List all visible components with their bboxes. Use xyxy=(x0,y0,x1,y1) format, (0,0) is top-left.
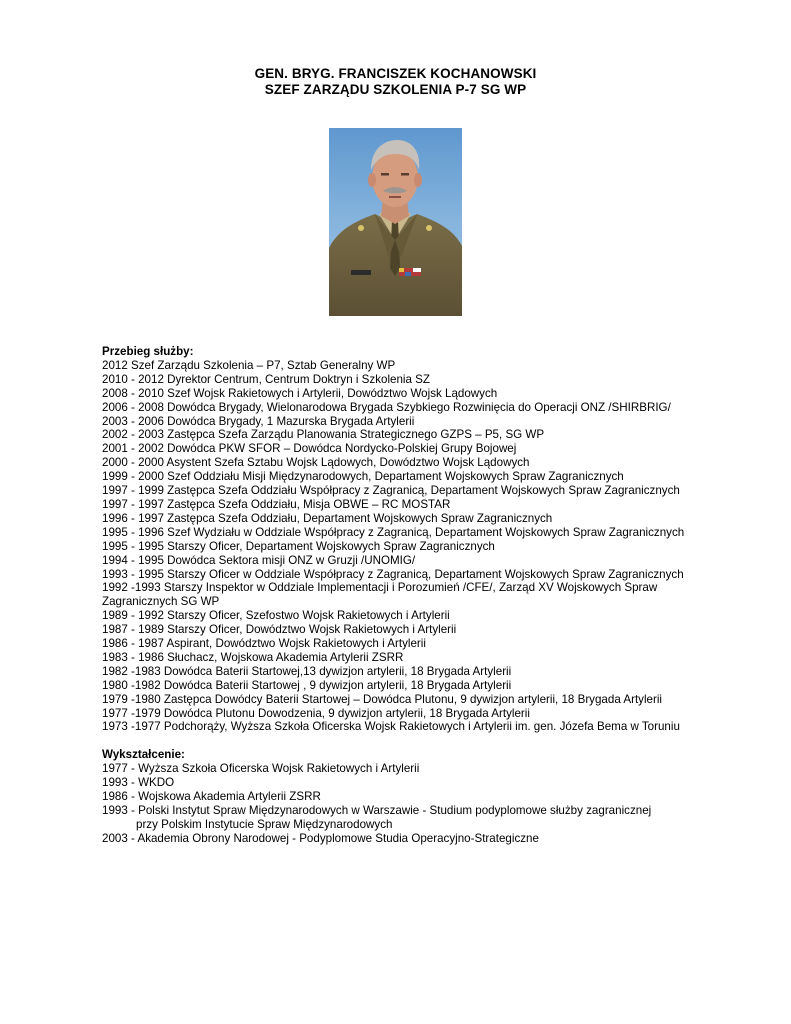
education-entry: 1993 - WKDO xyxy=(102,776,175,790)
service-entry: 2003 - 2006 Dowódca Brygady, 1 Mazurska Brygada Artylerii xyxy=(102,414,415,428)
service-entry: 1996 - 1997 Zastępca Szefa Oddziału, Departament Wojskowych Spraw Zagranicznych xyxy=(102,511,553,525)
service-entry: 2010 - 2012 Dyrektor Centrum, Centrum Doktryn i Szkolenia SZ xyxy=(102,372,430,386)
service-entry: 1997 - 1997 Zastępca Szefa Oddziału, Misja OBWE – RC MOSTAR xyxy=(102,497,451,511)
service-entry: 1977 -1979 Dowódca Plutonu Dowodzenia, 9 dywizjon artylerii, 18 Brygada Artylerii xyxy=(102,706,530,720)
service-entry: 2006 - 2008 Dowódca Brygady, Wielonarodowa Brygada Szybkiego Rozwinięcia do Operacji ONZ /SHIRBRIG/ xyxy=(102,400,671,414)
service-entry: 2002 - 2003 Zastępca Szefa Zarządu Planowania Strategicznego GZPS – P5, SG WP xyxy=(102,428,545,442)
title-name: GEN. BRYG. FRANCISZEK KOCHANOWSKI xyxy=(254,66,537,81)
section-spacer xyxy=(102,734,702,748)
education-entry: 1993 - Polski Instytut Spraw Międzynarodowych w Warszawie - Studium podyplomowe służby zagranicznej xyxy=(102,803,652,817)
education-heading: Wykształcenie: xyxy=(102,748,185,762)
service-entry: 1980 -1982 Dowódca Baterii Startowej , 9 dywizjon artylerii, 18 Brygada Artylerii xyxy=(102,678,512,692)
service-entry: 1979 -1980 Zastępca Dowódcy Baterii Startowej – Dowódca Plutonu, 9 dywizjon artylerii, 18 Brygada Artylerii xyxy=(102,692,663,706)
service-entry: 1983 - 1986 Słuchacz, Wojskowa Akademia Artylerii ZSRR xyxy=(102,650,404,664)
education-entry: 2003 - Akademia Obrony Narodowej - Podyplomowe Studia Operacyjno-Strategiczne xyxy=(102,831,539,845)
service-entry: 2008 - 2010 Szef Wojsk Rakietowych i Artylerii, Dowództwo Wojsk Lądowych xyxy=(102,386,498,400)
service-entry: 2000 - 2000 Asystent Szefa Sztabu Wojsk Lądowych, Dowództwo Wojsk Lądowych xyxy=(102,456,530,470)
biography-text xyxy=(102,345,702,846)
service-entry: 1999 - 2000 Szef Oddziału Misji Międzynarodowych, Departament Wojskowych Spraw Zagranicznych xyxy=(102,470,624,484)
service-entry: 1986 - 1987 Aspirant, Dowództwo Wojsk Rakietowych i Artylerii xyxy=(102,637,426,651)
education-entry: 1977 - Wyższa Szkoła Oficerska Wojsk Rakietowych i Artylerii xyxy=(102,762,420,776)
service-entry: 1995 - 1995 Starszy Oficer, Departament Wojskowych Spraw Zagranicznych xyxy=(102,539,495,553)
portrait-photo xyxy=(329,128,462,316)
service-entry: 1987 - 1989 Starszy Oficer, Dowództwo Wojsk Rakietowych i Artylerii xyxy=(102,623,457,637)
service-heading: Przebieg służby: xyxy=(102,345,194,358)
service-entry: 1989 - 1992 Starszy Oficer, Szefostwo Wojsk Rakietowych i Artylerii xyxy=(102,609,450,623)
service-entry: 1995 - 1996 Szef Wydziału w Oddziale Współpracy z Zagranicą, Departament Wojskowych Spraw Zagranicznych xyxy=(102,525,685,539)
education-entry: 1986 - Wojskowa Akademia Artylerii ZSRR xyxy=(102,789,321,803)
service-entry: 2012 Szef Zarządu Szkolenia – P7, Sztab Generalny WP xyxy=(102,358,396,372)
service-entry: 1973 -1977 Podchorąży, Wyższa Szkoła Oficerska Wojsk Rakietowych i Artylerii im. gen. Józefa Bema w Toruniu xyxy=(102,720,680,734)
title-position: SZEF ZARZĄDU SZKOLENIA P-7 SG WP xyxy=(264,82,527,97)
service-entry: 1982 -1983 Dowódca Baterii Startowej,13 dywizjon artylerii, 18 Brygada Artylerii xyxy=(102,664,512,678)
education-entry-continuation: przy Polskim Instytucie Spraw Międzynarodowych xyxy=(136,817,393,831)
service-entry: 2001 - 2002 Dowódca PKW SFOR – Dowódca Nordycko-Polskiej Grupy Bojowej xyxy=(102,442,517,456)
service-entry: 1992 -1993 Starszy Inspektor w Oddziale Implementacji i Porozumień /CFE/, Zarząd XV Wojskowych Spraw Zagranicznych SG WP xyxy=(102,581,658,609)
service-entry: 1997 - 1999 Zastępca Szefa Oddziału Współpracy z Zagranicą, Departament Wojskowych Spraw Zagranicznych xyxy=(102,484,680,498)
service-entry: 1994 - 1995 Dowódca Sektora misji ONZ w Gruzji /UNOMIG/ xyxy=(102,553,416,567)
service-entry: 1993 - 1995 Starszy Oficer w Oddziale Współpracy z Zagranicą, Departament Wojskowych Spraw Zagranicznych xyxy=(102,567,684,581)
